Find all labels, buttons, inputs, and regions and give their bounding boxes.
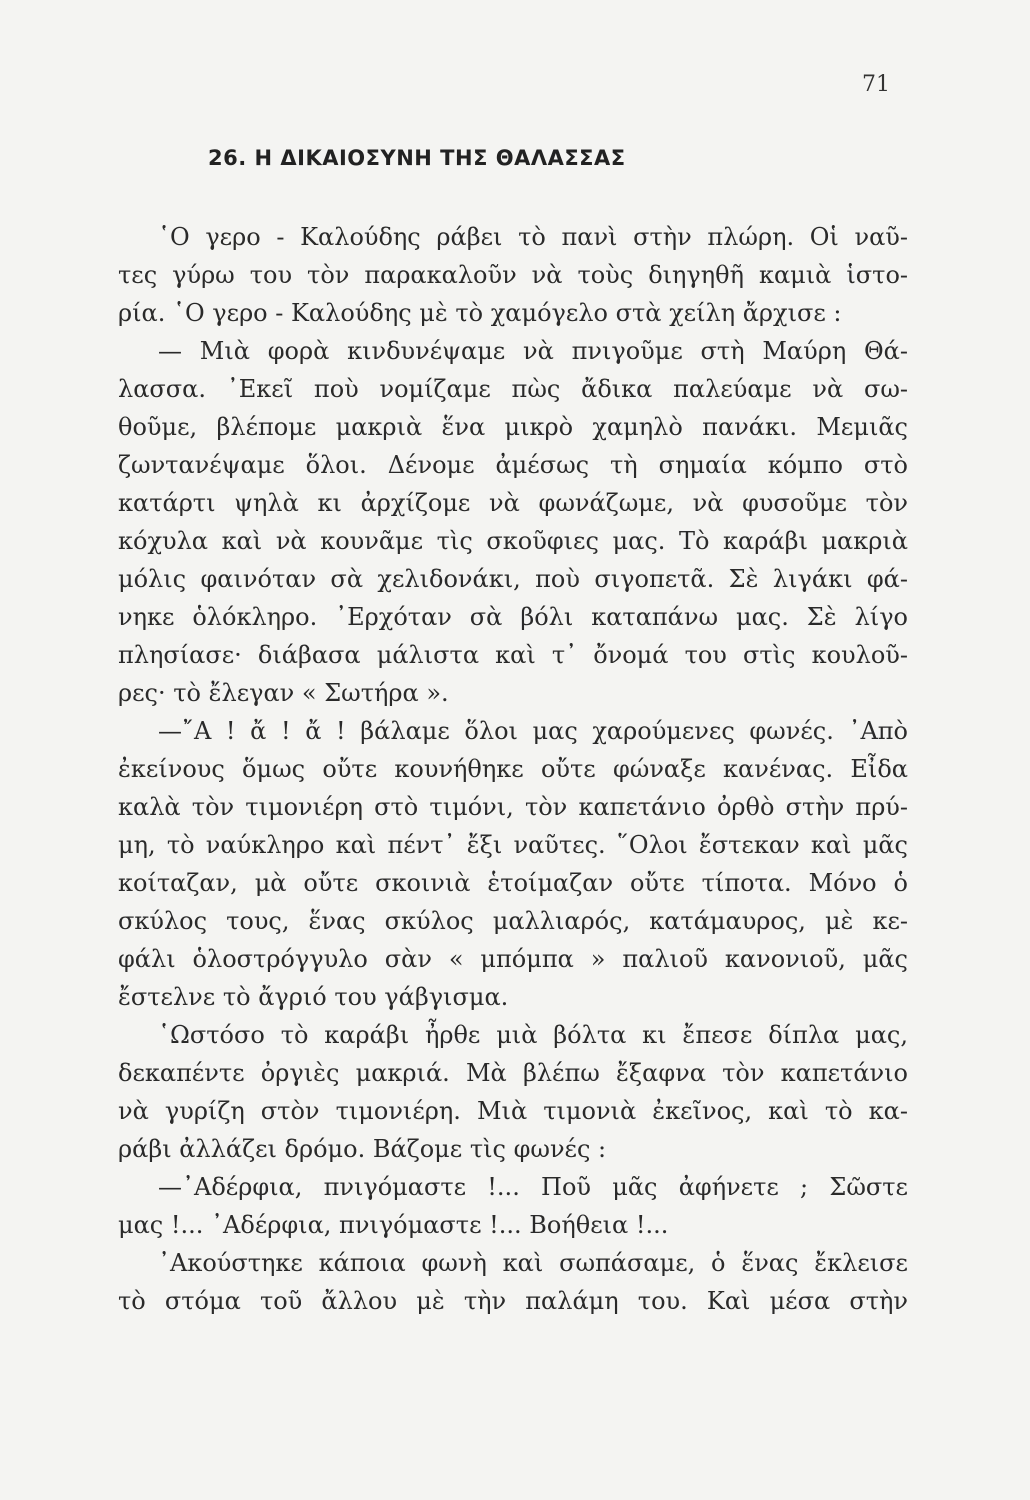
page-number: 71 <box>862 72 890 97</box>
text-line: μόλις φαινόταν σὰ χελιδονάκι, ποὺ σιγοπετᾶ. Σὲ λιγάκι φά- <box>118 565 908 593</box>
text-line: ρία. ῾Ο γερο - Καλούδης μὲ τὸ χαμόγελο στὰ χείλη ἄρχισε : <box>118 299 842 327</box>
chapter-body <box>118 218 908 1320</box>
text-line: τὸ στόμα τοῦ ἄλλου μὲ τὴν παλάμη του. Καὶ μέσα στὴν <box>118 1287 908 1315</box>
text-line: θοῦμε, βλέπομε μακριὰ ἕνα μικρὸ χαμηλὸ πανάκι. Μεμιᾶς <box>118 413 908 441</box>
text-line: νὰ γυρίζη στὸν τιμονιέρη. Μιὰ τιμονιὰ ἐκεῖνος, καὶ τὸ κα- <box>118 1097 908 1125</box>
text-line: καλὰ τὸν τιμονιέρη στὸ τιμόνι, τὸν καπετάνιο ὀρθὸ στὴν πρύ- <box>118 793 908 821</box>
text-line: ρες· τὸ ἔλεγαν « Σωτήρα ». <box>118 679 449 707</box>
text-line: κατάρτι ψηλὰ κι ἀρχίζομε νὰ φωνάζωμε, νὰ φυσοῦμε τὸν <box>118 489 908 517</box>
text-line: ῾Ο γερο - Καλούδης ράβει τὸ πανὶ στὴν πλώρη. Οἱ ναῦ- <box>158 223 908 251</box>
text-line: ράβι ἀλλάζει δρόμο. Βάζομε τὶς φωνές : <box>118 1135 607 1163</box>
text-line: ῾Ωστόσο τὸ καράβι ἦρθε μιὰ βόλτα κι ἔπεσε δίπλα μας, <box>158 1021 908 1049</box>
text-line: ζωντανέψαμε ὅλοι. Δένομε ἀμέσως τὴ σημαία κόμπο στὸ <box>118 451 908 479</box>
text-line: πλησίασε· διάβασα μάλιστα καὶ τ᾿ ὄνομά του στὶς κουλοῦ- <box>118 641 908 669</box>
text-line: — Μιὰ φορὰ κινδυνέψαμε νὰ πνιγοῦμε στὴ Μαύρη Θά- <box>158 337 908 365</box>
text-line: φάλι ὁλοστρόγγυλο σὰν « μπόμπα » παλιοῦ κανονιοῦ, μᾶς <box>118 945 908 973</box>
text-line: κόχυλα καὶ νὰ κουνᾶμε τὶς σκοῦφιες μας. Τὸ καράβι μακριὰ <box>118 527 908 555</box>
text-line: τες γύρω του τὸν παρακαλοῦν νὰ τοὺς διηγηθῆ καμιὰ ἱστο- <box>118 261 908 289</box>
text-line: δεκαπέντε ὀργιὲς μακριά. Μὰ βλέπω ἔξαφνα τὸν καπετάνιο <box>118 1059 908 1087</box>
text-line: —᾿Αδέρφια, πνιγόμαστε !... Ποῦ μᾶς ἀφήνετε ; Σῶστε <box>158 1173 908 1201</box>
text-line: —῎Α ! ἄ ! ἄ ! βάλαμε ὅλοι μας χαρούμενες φωνές. ᾿Απὸ <box>158 717 908 745</box>
text-line: σκύλος τους, ἕνας σκύλος μαλλιαρός, κατάμαυρος, μὲ κε- <box>118 907 908 935</box>
text-line: ἔστελνε τὸ ἄγριό του γάβγισμα. <box>118 983 509 1011</box>
text-line: λασσα. ᾿Εκεῖ ποὺ νομίζαμε πὼς ἄδικα παλεύαμε νὰ σω- <box>118 375 908 403</box>
text-line: νηκε ὁλόκληρο. ᾿Ερχόταν σὰ βόλι καταπάνω μας. Σὲ λίγο <box>118 603 908 631</box>
text-line: μη, τὸ ναύκληρο καὶ πέντ᾿ ἔξι ναῦτες. ῞Ολοι ἔστεκαν καὶ μᾶς <box>118 831 908 859</box>
text-line: κοίταζαν, μὰ οὔτε σκοινιὰ ἑτοίμαζαν οὔτε τίποτα. Μόνο ὁ <box>118 869 908 897</box>
text-line: ἐκείνους ὅμως οὔτε κουνήθηκε οὔτε φώναξε κανένας. Εἶδα <box>118 755 908 783</box>
text-line: μας !... ᾿Αδέρφια, πνιγόμαστε !... Βοήθεια !... <box>118 1211 669 1239</box>
text-line: ᾿Ακούστηκε κάποια φωνὴ καὶ σωπάσαμε, ὁ ἕνας ἔκλεισε <box>158 1249 908 1277</box>
chapter-title: 26. Η ΔΙΚΑΙΟΣΥΝΗ ΤΗΣ ΘΑΛΑΣΣΑΣ <box>208 146 626 170</box>
